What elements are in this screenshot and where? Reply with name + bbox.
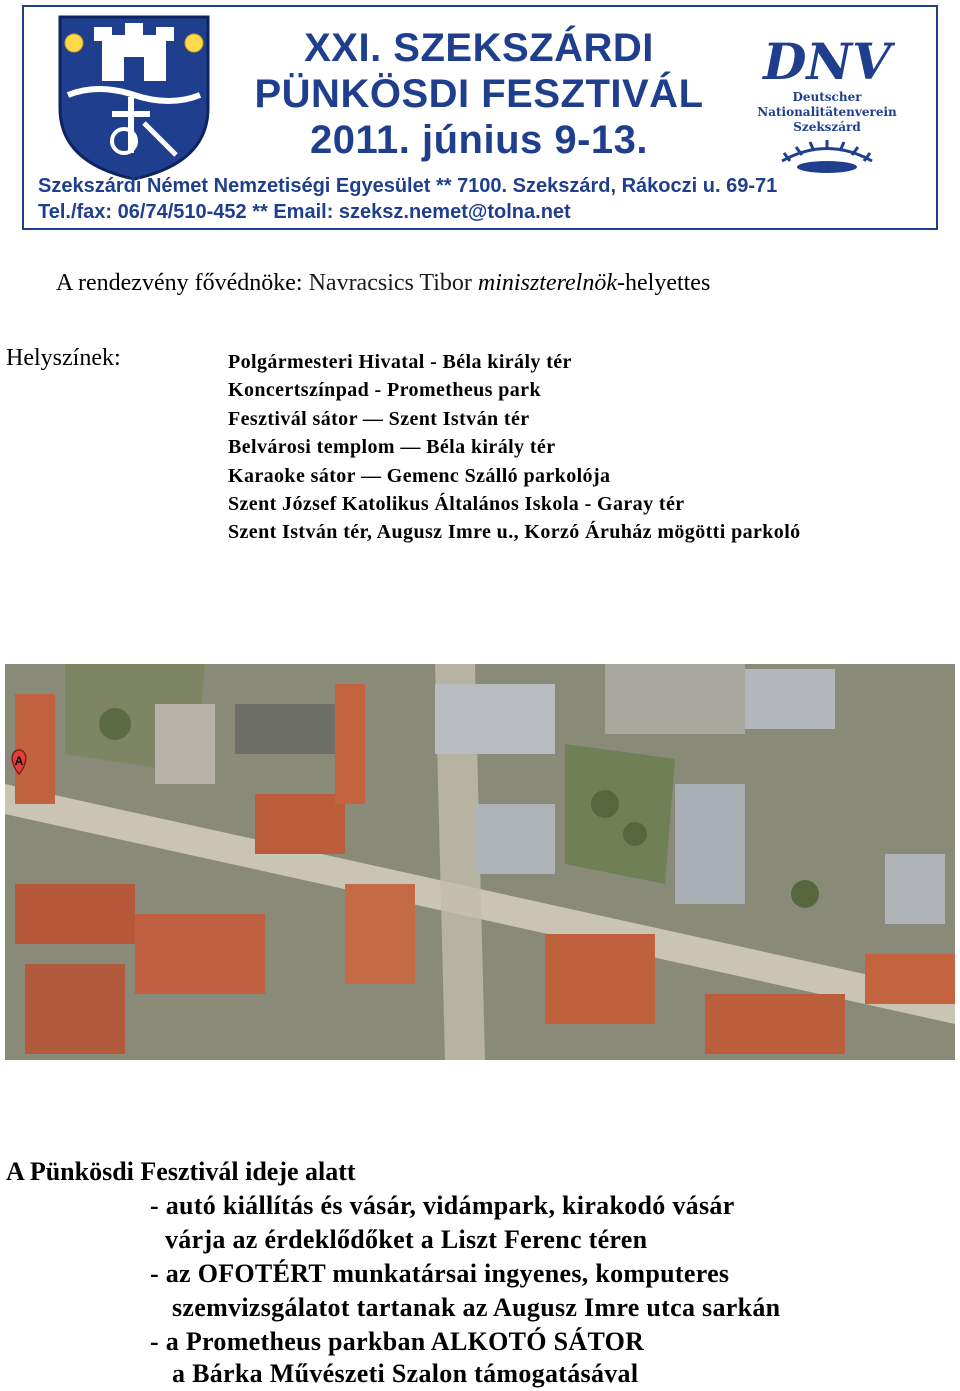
map-building (135, 914, 265, 994)
location-item: Szent István tér, Augusz Imre u., Korzó Áruház mögötti parkoló (228, 521, 801, 544)
patron-title-suffix: -helyettes (617, 270, 711, 296)
banner-title-dates: 2011. június 9-13. (309, 118, 649, 162)
patron-line (56, 270, 710, 297)
map-building (475, 804, 555, 874)
map-building (705, 994, 845, 1054)
program-line: várja az érdeklődőket a Liszt Ferenc téren (165, 1225, 648, 1254)
program-line: a Bárka Művészeti Szalon támogatásával (172, 1359, 639, 1388)
map-building (335, 684, 365, 804)
map-building (435, 684, 555, 754)
map-building (235, 704, 345, 754)
dnv-logo-letters: DNV (763, 32, 891, 91)
map-building (675, 784, 745, 904)
map-building (345, 884, 415, 984)
patron-title: miniszterelnök (477, 270, 617, 296)
location-item: Szent József Katolikus Általános Iskola - Garay tér (228, 493, 685, 516)
banner-title-line2: PÜNKÖSDI FESZTIVÁL (254, 72, 704, 116)
map-building (155, 704, 215, 784)
banner-organisation-line: Szekszárdi Német Nemzetiségi Egyesület ** 7100. Szekszárd, Rákoczi u. 69-71 (38, 175, 778, 197)
map-building (255, 794, 345, 854)
location-item: Koncertszínpad - Prometheus park (228, 379, 541, 402)
map-building (865, 954, 955, 1004)
map-building (885, 854, 945, 924)
program-line: - az OFOTÉRT munkatársai ingyenes, komputeres (150, 1259, 730, 1288)
patron-name: Navracsics Tibor (308, 270, 472, 296)
dnv-logo-sub2: Nationalitätenverein (757, 105, 897, 119)
map-building (15, 694, 55, 804)
program-line: - autó kiállítás és vásár, vidámpark, kirakodó vásár (150, 1191, 735, 1220)
program-section (6, 1155, 356, 1189)
map-building (25, 964, 125, 1054)
dnv-logo-sub3: Szekszárd (793, 120, 861, 134)
city-coat-of-arms-icon (54, 13, 214, 183)
banner-contact-line: Tel./fax: 06/74/510-452 ** Email: szeksz.nemet@tolna.net (38, 201, 571, 223)
dnv-logo-icon (752, 21, 902, 181)
map-building (545, 934, 655, 1024)
banner-title-line1: XXI. SZEKSZÁRDI (304, 26, 654, 70)
patron-prefix: A rendezvény fővédnöke: (56, 270, 309, 296)
location-item: Karaoke sátor — Gemenc Szálló parkolója (228, 464, 611, 487)
map-building (15, 884, 135, 944)
map-building (605, 664, 745, 734)
aerial-map (5, 664, 955, 1060)
location-item: Polgármesteri Hivatal - Béla király tér (228, 351, 572, 373)
program-line: szemvizsgálatot tartanak az Augusz Imre utca sarkán (172, 1293, 781, 1322)
program-line: - a Prometheus parkban ALKOTÓ SÁTOR (150, 1327, 645, 1356)
festival-banner (22, 5, 938, 230)
program-lead: A Pünkösdi Fesztivál ideje alatt (6, 1157, 356, 1186)
location-item: Belvárosi templom — Béla király tér (228, 436, 556, 459)
location-item: Fesztivál sátor — Szent István tér (228, 407, 530, 430)
locations-label: Helyszínek: (6, 345, 121, 371)
locations-list (228, 348, 801, 547)
map-marker-label: A (14, 754, 24, 768)
dnv-logo-sub1: Deutscher (792, 90, 862, 104)
